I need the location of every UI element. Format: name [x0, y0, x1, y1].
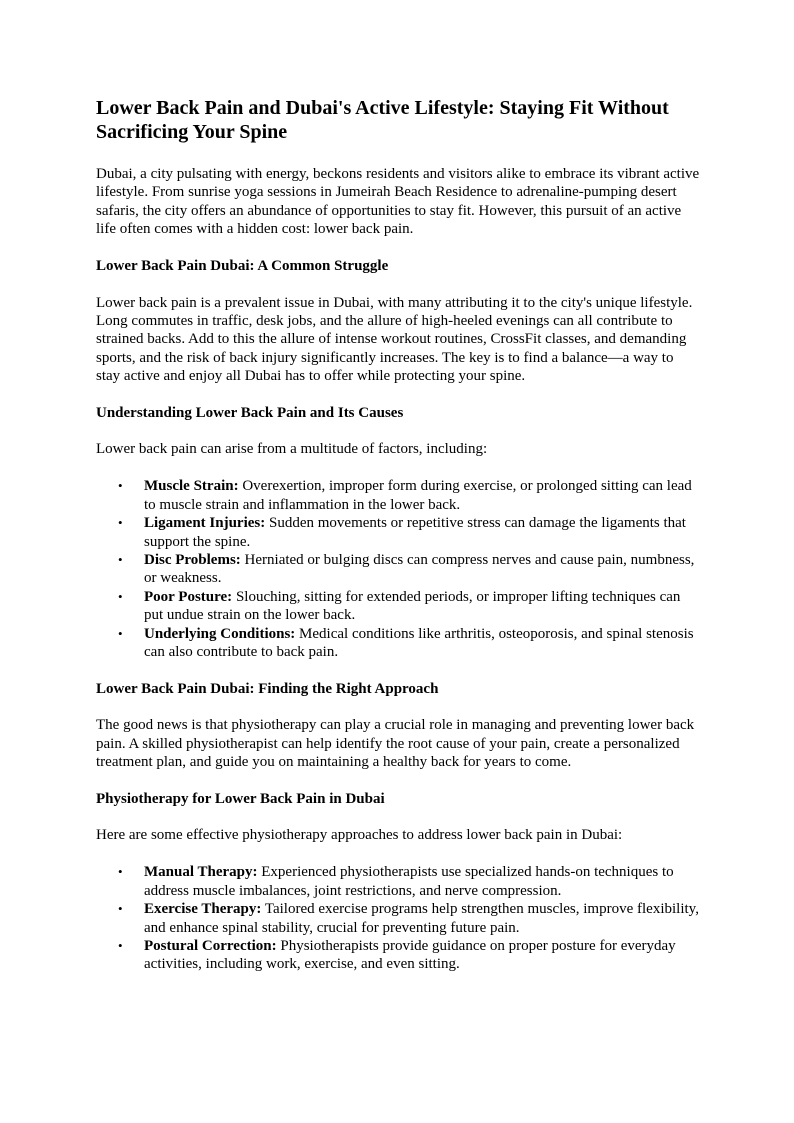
causes-list	[96, 477, 700, 661]
list-item-term: Postural Correction:	[144, 938, 277, 954]
bullet-icon: •	[118, 552, 123, 567]
list-item-term: Muscle Strain:	[144, 478, 239, 495]
bullet-icon: •	[118, 625, 123, 641]
section-paragraph-common-struggle: Lower back pain is a prevalent issue in Dubai, with many attributing it to the city's unique lifestyle. Long commutes in traffic, desk jobs, and the allure of high-heeled evenings can all contribute to strained backs. Add to this the allure of intense workout routines, CrossFit classes, and demanding sports, and the risk of back injury significantly increases. The key is to find a balance—a way to stay active and enjoy all Dubai has to offer while protecting your spine.	[96, 294, 693, 385]
list-item-term: Exercise Therapy:	[144, 901, 262, 918]
list-item	[118, 514, 700, 551]
list-item	[118, 588, 700, 625]
document-page	[96, 96, 700, 992]
section-paragraph-causes: Lower back pain can arise from a multitude of factors, including:	[96, 441, 488, 458]
article-title: Lower Back Pain and Dubai's Active Lifestyle: Staying Fit Without Sacrificing Your Spine	[96, 97, 669, 143]
list-item-text: Sudden movements or repetitive stress can damage the ligaments that support the spine.	[144, 515, 686, 550]
bullet-icon: •	[118, 938, 123, 953]
list-item	[118, 863, 700, 900]
list-item-term: Disc Problems:	[144, 552, 241, 568]
section-heading-common-struggle: Lower Back Pain Dubai: A Common Struggle	[96, 258, 389, 275]
list-item-term: Poor Posture:	[144, 588, 233, 605]
list-item-text: Physiotherapists provide guidance on proper posture for everyday activities, including work, exercise, and even sitting.	[144, 938, 676, 973]
list-item-term: Underlying Conditions:	[144, 625, 296, 642]
list-item-text: Tailored exercise programs help strengthen muscles, improve flexibility, and enhance spinal stability, crucial for preventing future pain.	[144, 901, 699, 936]
list-item	[118, 625, 700, 662]
intro-paragraph: Dubai, a city pulsating with energy, beckons residents and visitors alike to embrace its vibrant active lifestyle. From sunrise yoga sessions in Jumeirah Beach Residence to adrenaline-pumping desert safaris, the city offers an abundance of opportunities to stay fit. However, this pursuit of an active life often comes with a hidden cost: lower back pain.	[96, 166, 700, 238]
list-item-term: Manual Therapy:	[144, 864, 258, 881]
list-item	[118, 551, 700, 588]
bullet-icon: •	[118, 478, 123, 494]
list-item-text: Medical conditions like arthritis, osteoporosis, and spinal stenosis can also contribute to back pain.	[144, 625, 694, 661]
bullet-icon: •	[118, 901, 123, 917]
bullet-icon: •	[118, 864, 123, 880]
section-heading-causes: Understanding Lower Back Pain and Its Causes	[96, 405, 404, 422]
section-heading-physiotherapy: Physiotherapy for Lower Back Pain in Dubai	[96, 791, 385, 808]
list-item	[118, 477, 700, 514]
list-item-text: Slouching, sitting for extended periods, or improper lifting techniques can put undue strain on the lower back.	[144, 588, 681, 624]
bullet-icon: •	[118, 515, 123, 531]
list-item-term: Ligament Injuries:	[144, 515, 266, 532]
list-item-text: Herniated or bulging discs can compress nerves and cause pain, numbness, or weakness.	[144, 552, 695, 587]
bullet-icon: •	[118, 588, 123, 604]
list-item-text: Overexertion, improper form during exercise, or prolonged sitting can lead to muscle strain and inflammation in the lower back.	[144, 478, 692, 513]
section-heading-right-approach: Lower Back Pain Dubai: Finding the Right Approach	[96, 680, 439, 697]
list-item-text: Experienced physiotherapists use specialized hands-on techniques to address muscle imbalances, joint restrictions, and nerve compression.	[144, 864, 674, 899]
section-paragraph-physiotherapy: Here are some effective physiotherapy approaches to address lower back pain in Dubai:	[96, 827, 623, 844]
list-item	[118, 900, 700, 937]
section-paragraph-right-approach: The good news is that physiotherapy can play a crucial role in managing and preventing lower back pain. A skilled physiotherapist can help identify the root cause of your pain, create a personalized treatment plan, and guide you on maintaining a healthy back for years to come.	[96, 717, 695, 771]
list-item	[118, 937, 700, 974]
physiotherapy-list	[96, 863, 700, 973]
